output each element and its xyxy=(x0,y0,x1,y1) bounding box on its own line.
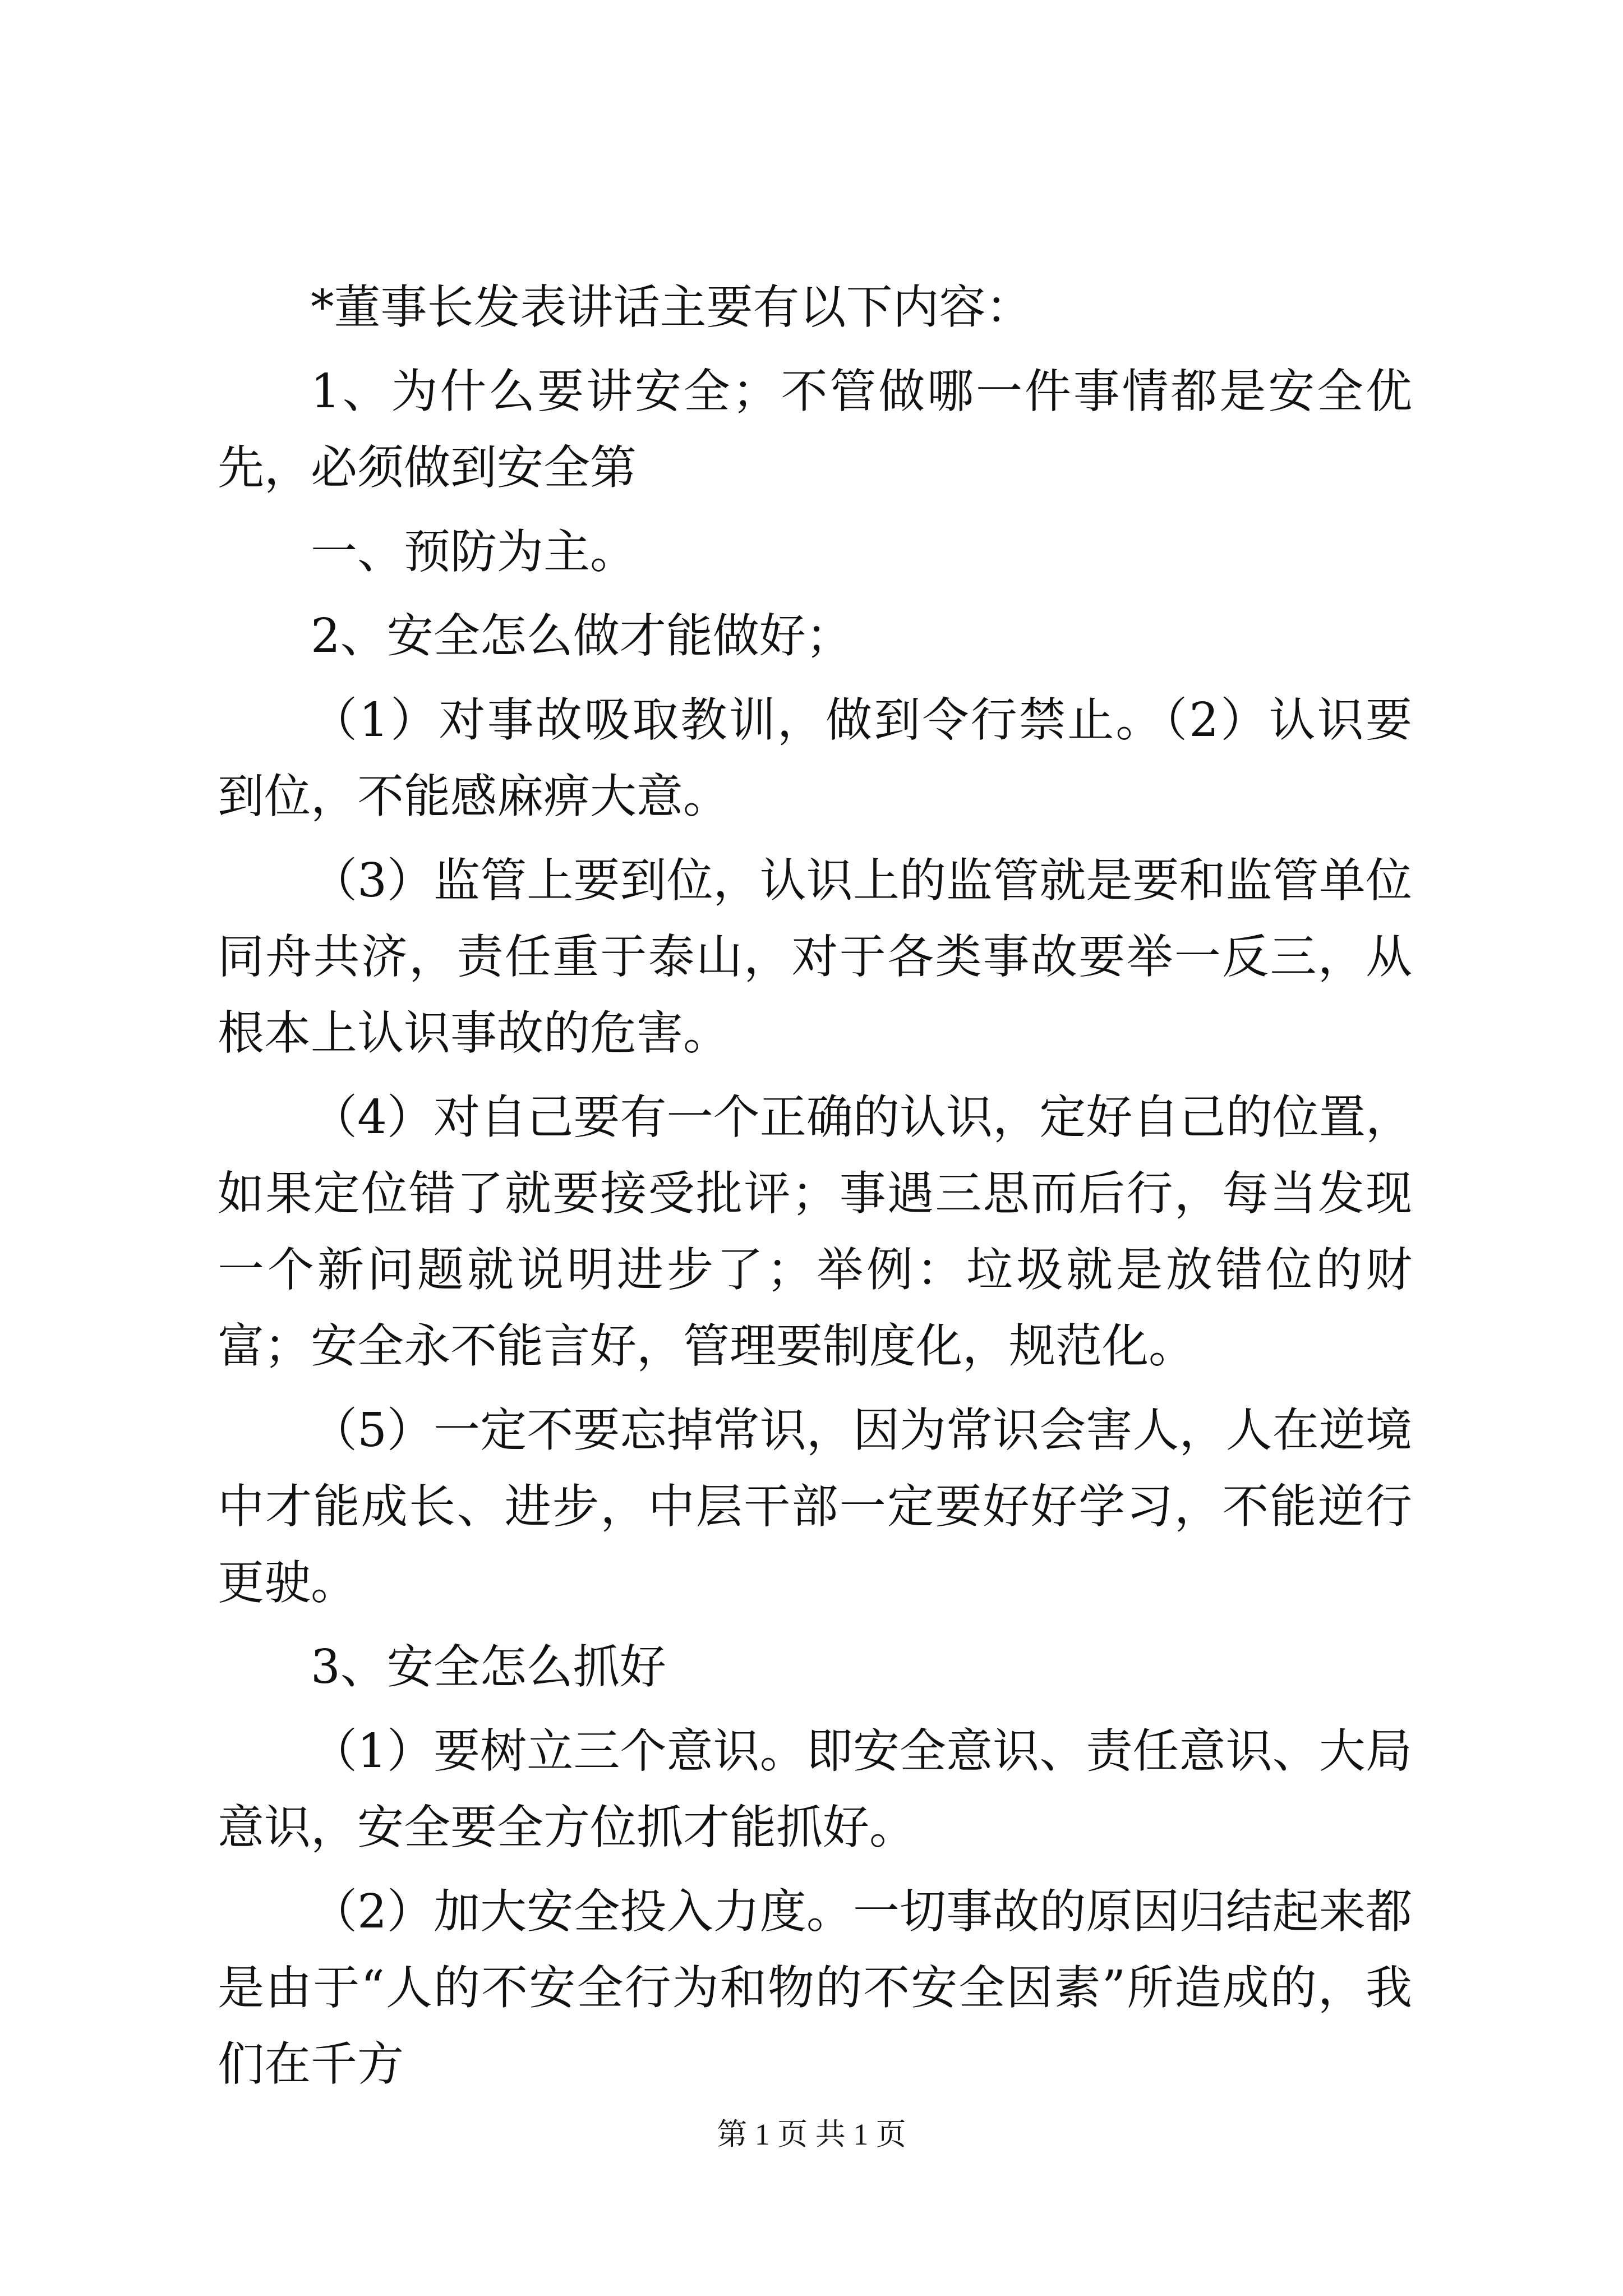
point-3-heading: 3、安全怎么抓好 xyxy=(311,1640,666,1694)
point-2-item-5: （5）一定不要忘掉常识，因为常识会害人，人在逆境中才能成长、进步，中层干部一定要好好学习，不能逆行更驶。 xyxy=(218,1403,1412,1610)
intro-paragraph: *董事长发表讲话主要有以下内容： xyxy=(311,280,1032,334)
point-2-item-3: （3）监管上要到位，认识上的监管就是要和监管单位同舟共济，责任重于泰山，对于各类事故要举一反三，从根本上认识事故的危害。 xyxy=(218,853,1412,1060)
point-1-continuation: 一、预防为主。 xyxy=(311,524,637,579)
point-3-item-1: （1）要树立三个意识。即安全意识、责任意识、大局意识，安全要全方位抓才能抓好。 xyxy=(218,1724,1412,1855)
point-3-item-2: （2）加大安全投入力度。一切事故的原因归结起来都是由于“人的不安全行为和物的不安全因素”所造成的，我们在千方 xyxy=(218,1884,1412,2091)
document-body xyxy=(218,269,1412,2110)
point-2-heading: 2、安全怎么做才能做好； xyxy=(311,609,852,663)
point-2-item-4: （4）对自己要有一个正确的认识，定好自己的位置，如果定位错了就要接受批评；事遇三思而后行，每当发现一个新问题就说明进步了；举例：垃圾就是放错位的财富；安全永不能言好，管理要制度化，规范化。 xyxy=(218,1090,1412,1373)
page-number-footer: 第 1 页 共 1 页 xyxy=(717,2118,906,2151)
point-1-paragraph: 1、为什么要讲安全；不管做哪一件事情都是安全优先，必须做到安全第 xyxy=(218,364,1412,495)
point-2-item-1-2: （1）对事故吸取教训，做到令行禁止。（2）认识要到位，不能感麻痹大意。 xyxy=(218,693,1412,823)
